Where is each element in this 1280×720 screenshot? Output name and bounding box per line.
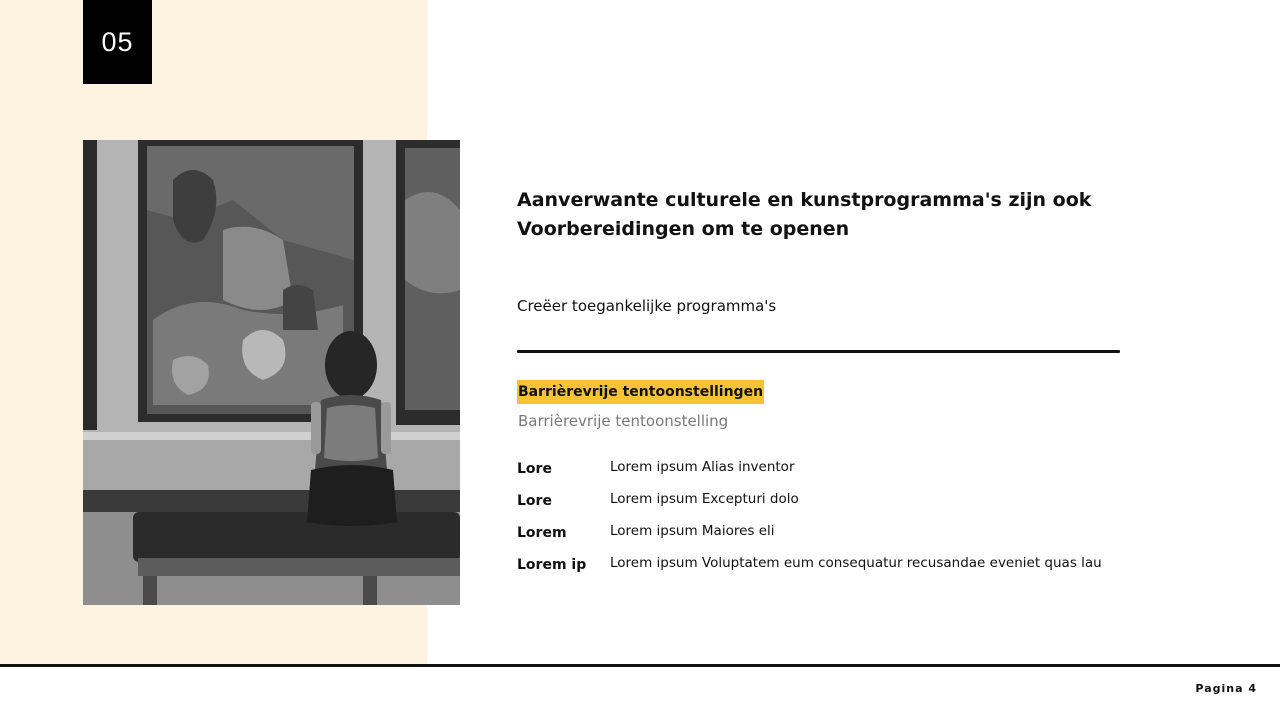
slide-number-badge: [83, 0, 152, 84]
slide-title-line-2: Voorbereidingen om te openen: [517, 218, 850, 240]
slide-title-line-1: Aanverwante culturele en kunstprogramma's zijn ook: [517, 189, 1092, 211]
list-item-key: Lorem ip: [517, 557, 587, 573]
list-item-value: Lorem ipsum Excepturi dolo: [610, 491, 799, 507]
page-number: Pagina 4: [1195, 682, 1257, 695]
list-item-key: Lorem: [517, 525, 567, 541]
list-item-value: Lorem ipsum Voluptatem eum consequatur recusandae eveniet quas lau: [610, 555, 1102, 571]
info-list: [517, 459, 1137, 587]
list-item: [517, 523, 1137, 555]
museum-photo: [83, 140, 460, 605]
slide-number: 05: [101, 26, 134, 57]
footer-divider: [0, 664, 1280, 667]
gray-subheading: Barrièrevrije tentoonstelling: [518, 412, 729, 430]
list-item-key: Lore: [517, 461, 552, 477]
list-item: [517, 491, 1137, 523]
list-item-key: Lore: [517, 493, 552, 509]
highlighted-heading: Barrièrevrije tentoonstellingen: [517, 380, 764, 404]
list-item: [517, 555, 1137, 587]
list-item-value: Lorem ipsum Alias inventor: [610, 459, 795, 475]
slide-subtitle: Creëer toegankelijke programma's: [517, 297, 777, 315]
slide-title: [517, 186, 1157, 244]
section-divider: [517, 350, 1120, 353]
list-item: [517, 459, 1137, 491]
list-item-value: Lorem ipsum Maiores eli: [610, 523, 775, 539]
